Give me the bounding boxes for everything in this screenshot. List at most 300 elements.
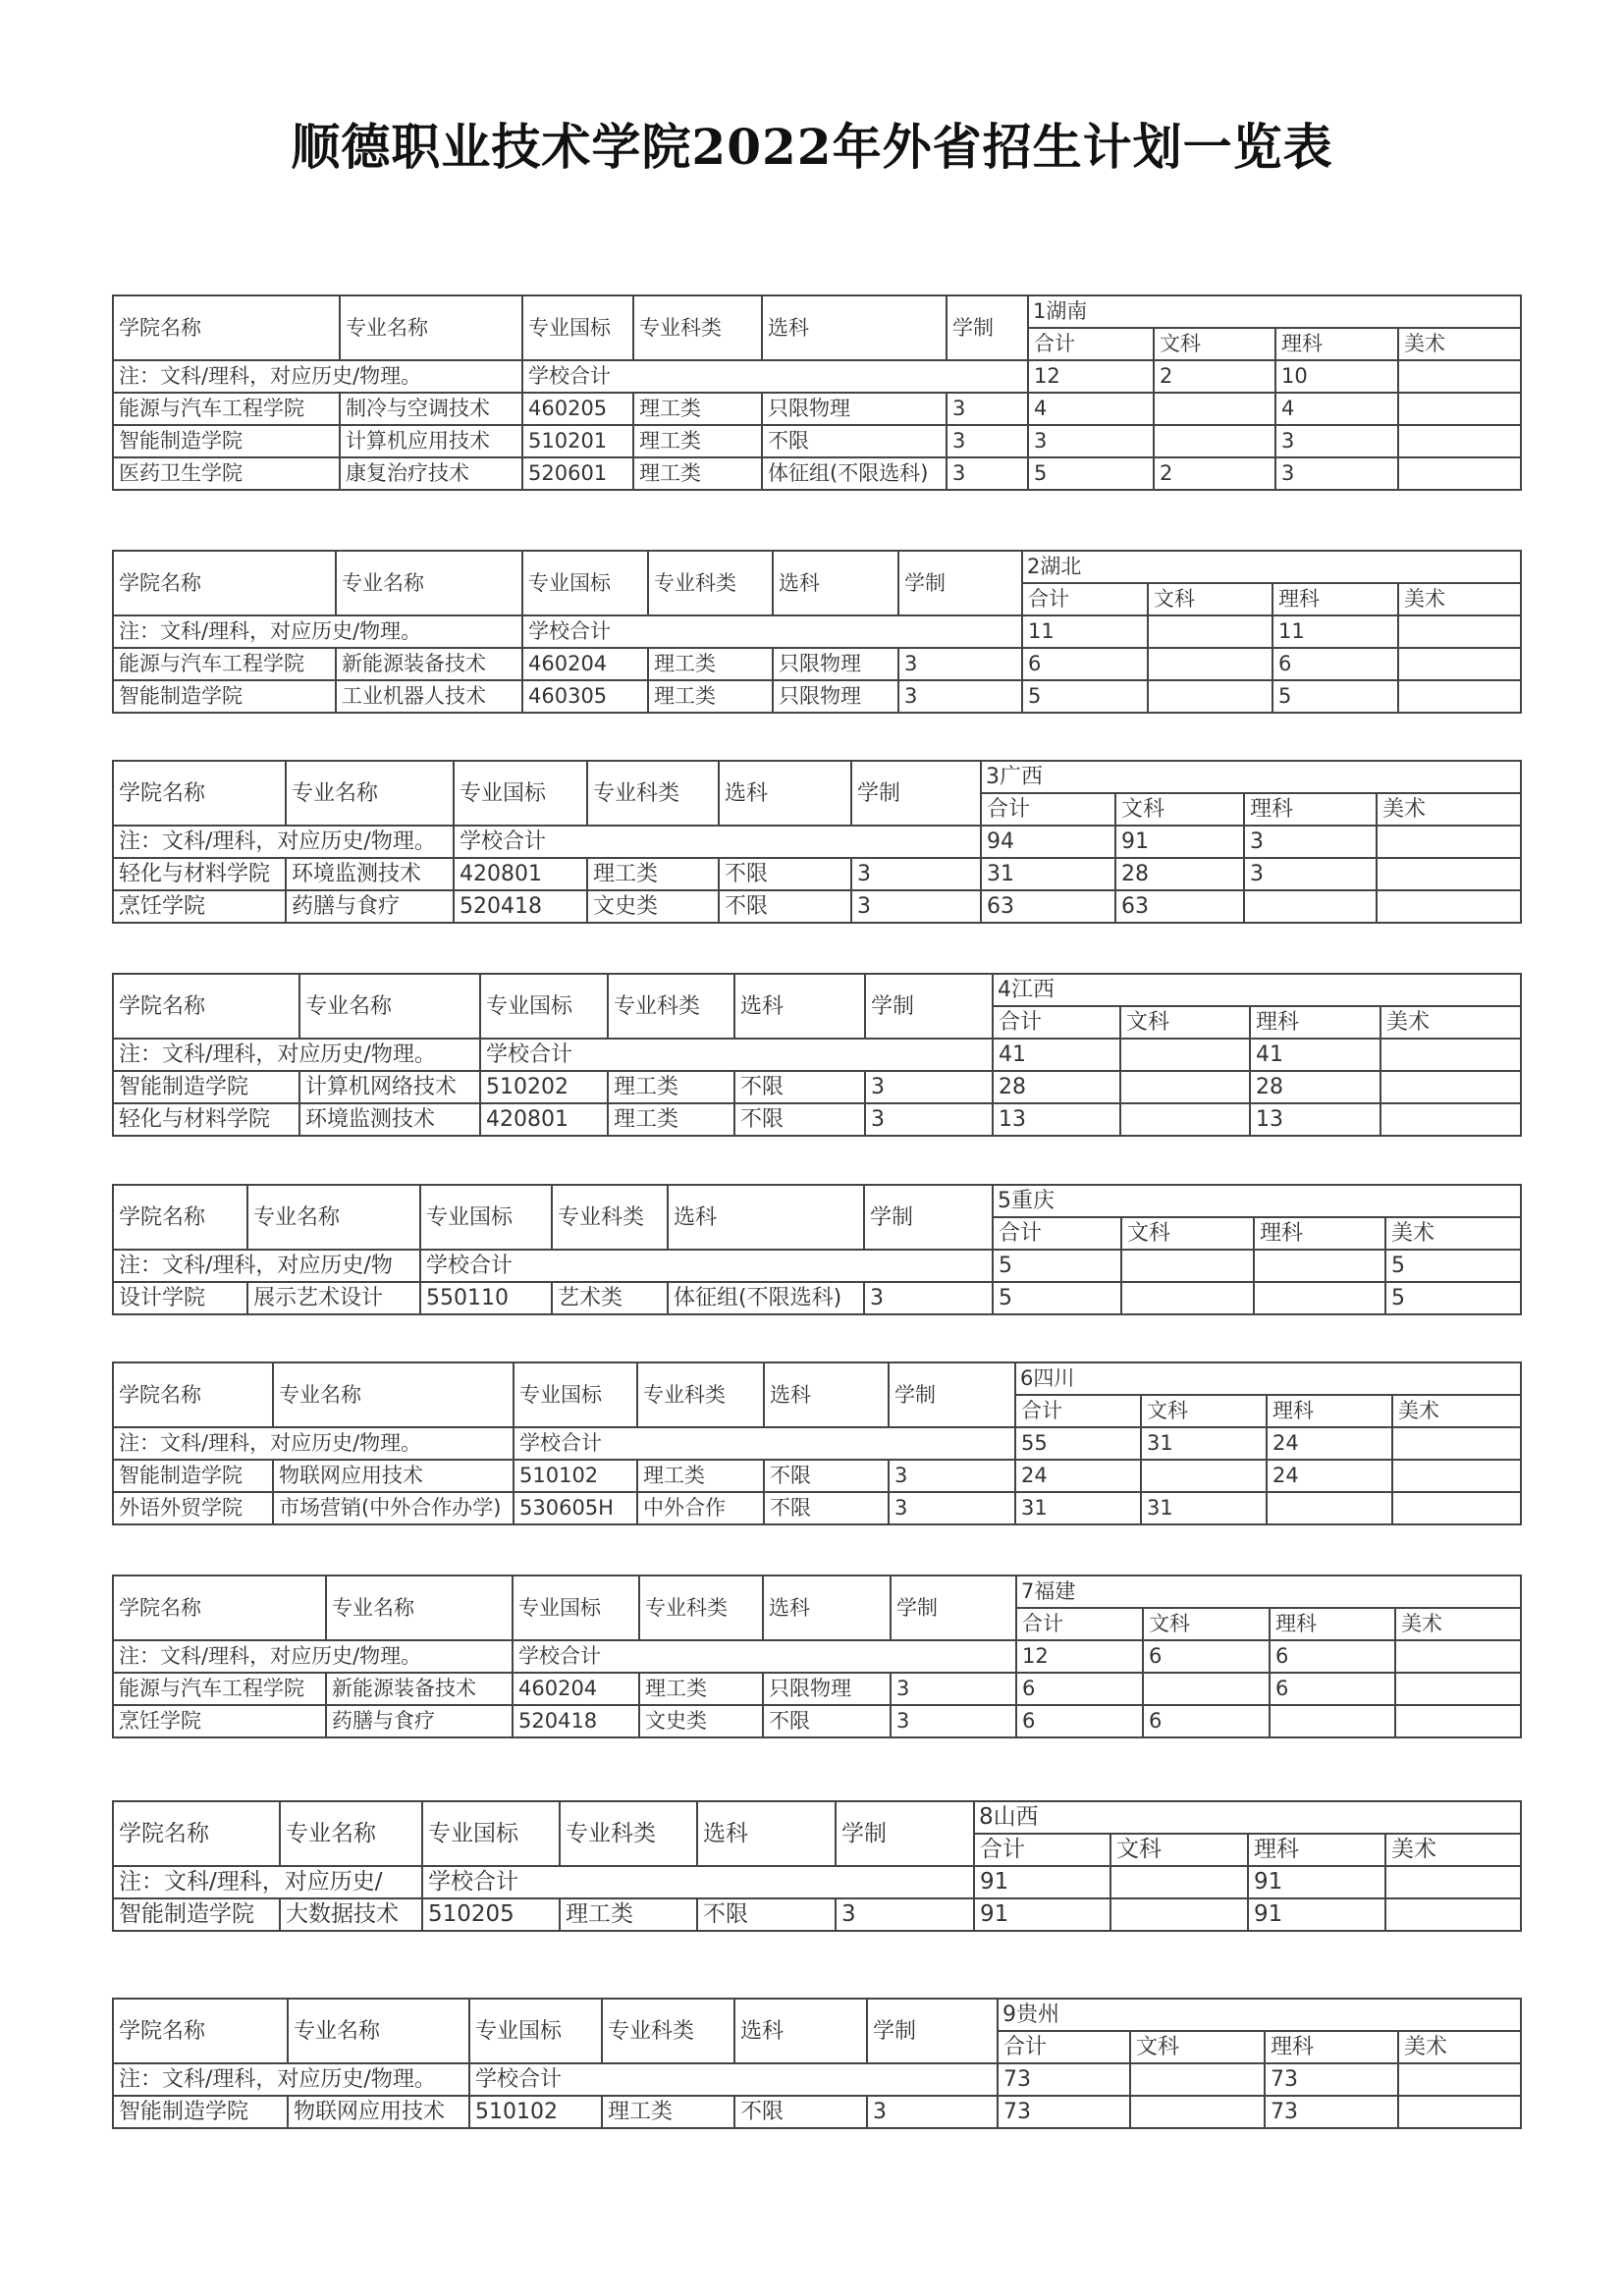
header-row	[113, 1185, 1521, 1217]
plan-table-8	[112, 1800, 1522, 1932]
sub-column-header: 美术	[1398, 328, 1521, 360]
plan-table-1	[112, 294, 1522, 491]
total-value: 5	[1385, 1250, 1521, 1282]
total-value: 3	[1244, 826, 1377, 858]
sub-column-header: 理科	[1272, 583, 1398, 615]
column-header: 学制	[889, 1362, 1015, 1427]
column-header: 学制	[865, 974, 993, 1039]
table-cell: 新能源装备技术	[326, 1673, 513, 1705]
table-cell	[1398, 425, 1521, 457]
table-cell: 烹饪学院	[113, 890, 286, 923]
table-cell: 6	[1016, 1673, 1143, 1705]
table-cell: 31	[981, 858, 1115, 890]
table-cell: 24	[1267, 1460, 1392, 1492]
table-cell: 3	[889, 1460, 1015, 1492]
sub-column-header: 合计	[981, 793, 1115, 826]
total-value: 10	[1275, 360, 1398, 393]
sub-column-header: 文科	[1120, 1006, 1250, 1039]
table-cell	[1398, 393, 1521, 425]
column-header: 选科	[734, 974, 865, 1039]
table-cell: 理工类	[560, 1898, 697, 1931]
total-row	[113, 1640, 1521, 1673]
total-row	[113, 615, 1521, 648]
table-cell: 63	[1115, 890, 1244, 923]
table-cell: 3	[865, 1103, 993, 1136]
total-label: 学校合计	[454, 826, 981, 858]
table-cell: 不限	[697, 1898, 836, 1931]
table-cell: 能源与汽车工程学院	[113, 648, 336, 680]
total-label: 学校合计	[422, 1866, 974, 1898]
column-header: 学院名称	[113, 1575, 326, 1640]
table-cell: 只限物理	[762, 393, 947, 425]
table-row	[113, 393, 1521, 425]
table-cell: 2	[1154, 457, 1275, 490]
table-cell: 28	[1115, 858, 1244, 890]
table-cell	[1244, 890, 1377, 923]
table-cell: 28	[1250, 1071, 1380, 1103]
table-cell: 3	[1275, 425, 1398, 457]
sub-column-header: 文科	[1154, 328, 1275, 360]
table-cell: 设计学院	[113, 1282, 247, 1314]
table-cell: 医药卫生学院	[113, 457, 340, 490]
table-cell: 理工类	[639, 1673, 763, 1705]
column-header: 专业名称	[336, 551, 522, 615]
sub-column-header: 美术	[1395, 1608, 1521, 1640]
table-cell: 510202	[480, 1071, 608, 1103]
table-cell: 3	[1275, 457, 1398, 490]
header-row	[113, 1362, 1521, 1395]
total-value: 55	[1015, 1427, 1141, 1460]
table-cell: 91	[974, 1898, 1110, 1931]
column-header: 学院名称	[113, 1185, 247, 1250]
table-cell: 不限	[762, 425, 947, 457]
total-value: 31	[1141, 1427, 1267, 1460]
table-cell	[1120, 1103, 1250, 1136]
column-header: 专业国标	[420, 1185, 552, 1250]
table-cell: 理工类	[648, 648, 773, 680]
note-text: 注：文科/理科，对应历史/物理。	[113, 1640, 513, 1673]
table-cell	[1154, 425, 1275, 457]
plan-table-7	[112, 1575, 1522, 1738]
table-cell: 理工类	[633, 457, 762, 490]
table-cell: 73	[998, 2096, 1130, 2128]
table-cell: 能源与汽车工程学院	[113, 393, 340, 425]
sub-column-header: 合计	[1022, 583, 1148, 615]
column-header: 学院名称	[113, 295, 340, 360]
table-cell	[1267, 1492, 1392, 1524]
table-cell: 理工类	[633, 425, 762, 457]
sub-column-header: 合计	[1016, 1608, 1143, 1640]
plan-table-4	[112, 973, 1522, 1137]
table-cell: 530605H	[514, 1492, 637, 1524]
table-row	[113, 425, 1521, 457]
sub-column-header: 合计	[1028, 328, 1154, 360]
column-header: 专业国标	[514, 1362, 637, 1427]
total-value: 73	[1265, 2063, 1398, 2096]
column-header: 专业科类	[552, 1185, 668, 1250]
table-row	[113, 858, 1521, 890]
total-row	[113, 1250, 1521, 1282]
table-cell	[1154, 393, 1275, 425]
column-header: 选科	[763, 1575, 891, 1640]
table-cell: 6	[1270, 1673, 1395, 1705]
province-label: 9贵州	[998, 1999, 1521, 2031]
column-header: 学制	[867, 1999, 998, 2063]
table-cell: 只限物理	[763, 1673, 891, 1705]
table-cell: 3	[947, 425, 1028, 457]
table-cell: 理工类	[608, 1103, 734, 1136]
total-row	[113, 1039, 1521, 1071]
table-cell	[1380, 1071, 1521, 1103]
table-cell: 4	[1028, 393, 1154, 425]
table-cell: 理工类	[637, 1460, 764, 1492]
table-cell: 不限	[763, 1705, 891, 1737]
table-cell: 4	[1275, 393, 1398, 425]
column-header: 专业科类	[633, 295, 762, 360]
table-cell: 大数据技术	[280, 1898, 422, 1931]
column-header: 专业名称	[326, 1575, 513, 1640]
table-cell: 艺术类	[552, 1282, 668, 1314]
sub-column-header: 美术	[1398, 2031, 1521, 2063]
total-value: 41	[1250, 1039, 1380, 1071]
table-cell: 物联网应用技术	[273, 1460, 514, 1492]
table-row	[113, 1898, 1521, 1931]
column-header: 专业国标	[513, 1575, 639, 1640]
table-cell: 420801	[480, 1103, 608, 1136]
column-header: 选科	[764, 1362, 889, 1427]
table-cell: 510102	[469, 2096, 602, 2128]
sub-column-header: 理科	[1275, 328, 1398, 360]
table-cell: 13	[993, 1103, 1120, 1136]
sub-column-header: 理科	[1265, 2031, 1398, 2063]
table-cell: 24	[1015, 1460, 1141, 1492]
total-row	[113, 1427, 1521, 1460]
table-cell	[1110, 1898, 1248, 1931]
note-text: 注：文科/理科，对应历史/	[113, 1866, 422, 1898]
table-cell: 3	[947, 393, 1028, 425]
note-text: 注：文科/理科，对应历史/物理。	[113, 2063, 469, 2096]
table-cell: 3	[1028, 425, 1154, 457]
table-cell: 510201	[522, 425, 633, 457]
note-text: 注：文科/理科，对应历史/物理。	[113, 826, 454, 858]
province-label: 1湖南	[1028, 295, 1521, 328]
column-header: 专业名称	[286, 761, 454, 826]
note-text: 注：文科/理科，对应历史/物理。	[113, 1427, 514, 1460]
total-label: 学校合计	[522, 615, 1022, 648]
table-cell: 只限物理	[773, 648, 898, 680]
column-header: 专业国标	[422, 1801, 560, 1866]
table-cell: 420801	[454, 858, 587, 890]
total-value	[1398, 615, 1521, 648]
total-value: 41	[993, 1039, 1120, 1071]
table-cell: 3	[851, 890, 981, 923]
total-row	[113, 360, 1521, 393]
table-row	[113, 1103, 1521, 1136]
table-row	[113, 1282, 1521, 1314]
sub-column-header: 文科	[1110, 1834, 1248, 1866]
total-value	[1392, 1427, 1521, 1460]
total-value: 6	[1270, 1640, 1395, 1673]
table-cell	[1377, 890, 1521, 923]
table-cell: 3	[864, 1282, 993, 1314]
note-text: 注：文科/理科，对应历史/物	[113, 1250, 420, 1282]
table-cell: 31	[1015, 1492, 1141, 1524]
table-cell: 不限	[734, 1103, 865, 1136]
table-cell: 不限	[764, 1460, 889, 1492]
plan-table-5	[112, 1184, 1522, 1315]
table-cell: 智能制造学院	[113, 1071, 299, 1103]
table-cell: 5	[1272, 680, 1398, 713]
column-header: 专业名称	[273, 1362, 514, 1427]
table-cell: 520418	[454, 890, 587, 923]
column-header: 学院名称	[113, 1999, 288, 2063]
column-header: 学院名称	[113, 1801, 280, 1866]
column-header: 专业国标	[454, 761, 587, 826]
column-header: 学院名称	[113, 761, 286, 826]
sub-column-header: 理科	[1244, 793, 1377, 826]
table-cell: 3	[851, 858, 981, 890]
header-row	[113, 1801, 1521, 1834]
total-value	[1148, 615, 1272, 648]
column-header: 专业名称	[280, 1801, 422, 1866]
column-header: 专业科类	[648, 551, 773, 615]
plan-table-3	[112, 760, 1522, 924]
total-value: 24	[1267, 1427, 1392, 1460]
sub-column-header: 理科	[1254, 1217, 1385, 1250]
table-cell: 不限	[719, 858, 851, 890]
table-cell: 520418	[513, 1705, 639, 1737]
table-cell	[1398, 2096, 1521, 2128]
table-cell: 体征组(不限选科)	[668, 1282, 864, 1314]
table-cell: 13	[1250, 1103, 1380, 1136]
column-header: 专业名称	[288, 1999, 469, 2063]
table-cell	[1395, 1705, 1521, 1737]
table-cell: 新能源装备技术	[336, 648, 522, 680]
table-cell: 理工类	[633, 393, 762, 425]
header-row	[113, 1999, 1521, 2031]
province-label: 5重庆	[993, 1185, 1521, 1217]
column-header: 选科	[734, 1999, 867, 2063]
table-cell: 3	[867, 2096, 998, 2128]
sub-column-header: 合计	[1015, 1395, 1141, 1427]
table-cell: 能源与汽车工程学院	[113, 1673, 326, 1705]
note-text: 注：文科/理科，对应历史/物理。	[113, 1039, 480, 1071]
table-cell: 文史类	[587, 890, 719, 923]
table-cell	[1380, 1103, 1521, 1136]
table-cell: 460204	[513, 1673, 639, 1705]
table-cell	[1130, 2096, 1265, 2128]
total-value: 73	[998, 2063, 1130, 2096]
column-header: 专业国标	[522, 295, 633, 360]
table-cell: 不限	[734, 2096, 867, 2128]
total-row	[113, 2063, 1521, 2096]
column-header: 专业国标	[522, 551, 648, 615]
table-cell: 智能制造学院	[113, 2096, 288, 2128]
table-cell: 展示艺术设计	[247, 1282, 420, 1314]
table-cell	[1254, 1282, 1385, 1314]
table-cell: 文史类	[639, 1705, 763, 1737]
province-label: 2湖北	[1022, 551, 1521, 583]
total-value	[1377, 826, 1521, 858]
table-cell: 460204	[522, 648, 648, 680]
table-cell: 3	[865, 1071, 993, 1103]
table-cell: 3	[889, 1492, 1015, 1524]
column-header: 学制	[891, 1575, 1016, 1640]
table-cell: 制冷与空调技术	[340, 393, 522, 425]
total-value: 91	[1248, 1866, 1385, 1898]
sub-column-header: 美术	[1392, 1395, 1521, 1427]
table-cell: 3	[898, 648, 1022, 680]
column-header: 学制	[898, 551, 1022, 615]
table-cell: 5	[993, 1282, 1121, 1314]
province-label: 6四川	[1015, 1362, 1521, 1395]
total-value: 12	[1016, 1640, 1143, 1673]
header-row	[113, 295, 1521, 328]
total-label: 学校合计	[522, 360, 1028, 393]
sub-column-header: 理科	[1267, 1395, 1392, 1427]
column-header: 专业名称	[247, 1185, 420, 1250]
column-header: 专业科类	[560, 1801, 697, 1866]
total-value	[1395, 1640, 1521, 1673]
sub-column-header: 美术	[1385, 1217, 1521, 1250]
column-header: 学制	[836, 1801, 974, 1866]
sub-column-header: 合计	[993, 1006, 1120, 1039]
note-text: 注：文科/理科，对应历史/物理。	[113, 615, 522, 648]
total-value: 12	[1028, 360, 1154, 393]
total-value	[1398, 2063, 1521, 2096]
column-header: 学院名称	[113, 974, 299, 1039]
sub-column-header: 理科	[1248, 1834, 1385, 1866]
table-cell: 6	[1143, 1705, 1270, 1737]
table-cell: 外语外贸学院	[113, 1492, 273, 1524]
sub-column-header: 理科	[1250, 1006, 1380, 1039]
sub-column-header: 合计	[993, 1217, 1121, 1250]
column-header: 学院名称	[113, 1362, 273, 1427]
table-cell: 康复治疗技术	[340, 457, 522, 490]
table-cell: 市场营销(中外合作办学)	[273, 1492, 514, 1524]
column-header: 专业名称	[299, 974, 480, 1039]
table-cell: 510102	[514, 1460, 637, 1492]
sub-column-header: 文科	[1141, 1395, 1267, 1427]
table-cell: 理工类	[648, 680, 773, 713]
table-cell: 3	[1244, 858, 1377, 890]
header-row	[113, 761, 1521, 793]
table-cell	[1143, 1673, 1270, 1705]
table-cell	[1148, 680, 1272, 713]
table-cell: 550110	[420, 1282, 552, 1314]
table-cell: 智能制造学院	[113, 1460, 273, 1492]
total-value	[1110, 1866, 1248, 1898]
province-label: 8山西	[974, 1801, 1521, 1834]
table-row	[113, 680, 1521, 713]
table-row	[113, 1492, 1521, 1524]
table-cell	[1120, 1071, 1250, 1103]
sub-column-header: 文科	[1130, 2031, 1265, 2063]
table-cell	[1141, 1460, 1267, 1492]
column-header: 专业科类	[608, 974, 734, 1039]
table-row	[113, 1673, 1521, 1705]
table-cell: 计算机网络技术	[299, 1071, 480, 1103]
header-row	[113, 551, 1521, 583]
sub-column-header: 理科	[1270, 1608, 1395, 1640]
table-cell: 3	[891, 1705, 1016, 1737]
total-value: 11	[1022, 615, 1148, 648]
column-header: 选科	[697, 1801, 836, 1866]
total-value	[1385, 1866, 1521, 1898]
header-row	[113, 974, 1521, 1006]
total-label: 学校合计	[514, 1427, 1015, 1460]
table-cell: 环境监测技术	[286, 858, 454, 890]
total-value	[1398, 360, 1521, 393]
total-value: 2	[1154, 360, 1275, 393]
sub-column-header: 美术	[1377, 793, 1521, 826]
table-cell: 460305	[522, 680, 648, 713]
table-cell: 6	[1272, 648, 1398, 680]
sub-column-header: 文科	[1148, 583, 1272, 615]
table-cell: 智能制造学院	[113, 1898, 280, 1931]
table-cell	[1385, 1898, 1521, 1931]
total-row	[113, 826, 1521, 858]
column-header: 专业科类	[602, 1999, 734, 2063]
column-header: 选科	[773, 551, 898, 615]
table-cell: 智能制造学院	[113, 425, 340, 457]
table-cell: 3	[891, 1673, 1016, 1705]
table-cell	[1398, 648, 1521, 680]
table-cell: 510205	[422, 1898, 560, 1931]
column-header: 选科	[762, 295, 947, 360]
table-row	[113, 2096, 1521, 2128]
total-label: 学校合计	[469, 2063, 998, 2096]
table-cell: 不限	[734, 1071, 865, 1103]
table-row	[113, 1460, 1521, 1492]
sub-column-header: 合计	[998, 2031, 1130, 2063]
table-cell: 烹饪学院	[113, 1705, 326, 1737]
table-cell: 28	[993, 1071, 1120, 1103]
table-cell: 只限物理	[773, 680, 898, 713]
table-row	[113, 648, 1521, 680]
column-header: 学制	[851, 761, 981, 826]
sub-column-header: 文科	[1121, 1217, 1254, 1250]
table-cell: 轻化与材料学院	[113, 1103, 299, 1136]
total-row	[113, 1866, 1521, 1898]
table-cell	[1121, 1282, 1254, 1314]
page-title: 顺德职业技术学院2022年外省招生计划一览表	[291, 118, 1333, 176]
table-cell: 6	[1016, 1705, 1143, 1737]
column-header: 选科	[719, 761, 851, 826]
column-header: 专业科类	[587, 761, 719, 826]
table-cell: 体征组(不限选科)	[762, 457, 947, 490]
column-header: 专业名称	[340, 295, 522, 360]
table-cell: 理工类	[602, 2096, 734, 2128]
total-value	[1121, 1250, 1254, 1282]
total-value	[1380, 1039, 1521, 1071]
table-cell	[1392, 1460, 1521, 1492]
header-row	[113, 1575, 1521, 1608]
table-cell: 智能制造学院	[113, 680, 336, 713]
table-cell	[1398, 457, 1521, 490]
total-value	[1120, 1039, 1250, 1071]
table-cell: 460205	[522, 393, 633, 425]
table-cell: 不限	[764, 1492, 889, 1524]
table-cell: 轻化与材料学院	[113, 858, 286, 890]
column-header: 专业科类	[639, 1575, 763, 1640]
table-cell: 520601	[522, 457, 633, 490]
table-cell: 3	[836, 1898, 974, 1931]
column-header: 学制	[864, 1185, 993, 1250]
table-cell: 理工类	[587, 858, 719, 890]
sub-column-header: 美术	[1398, 583, 1521, 615]
column-header: 学制	[947, 295, 1028, 360]
